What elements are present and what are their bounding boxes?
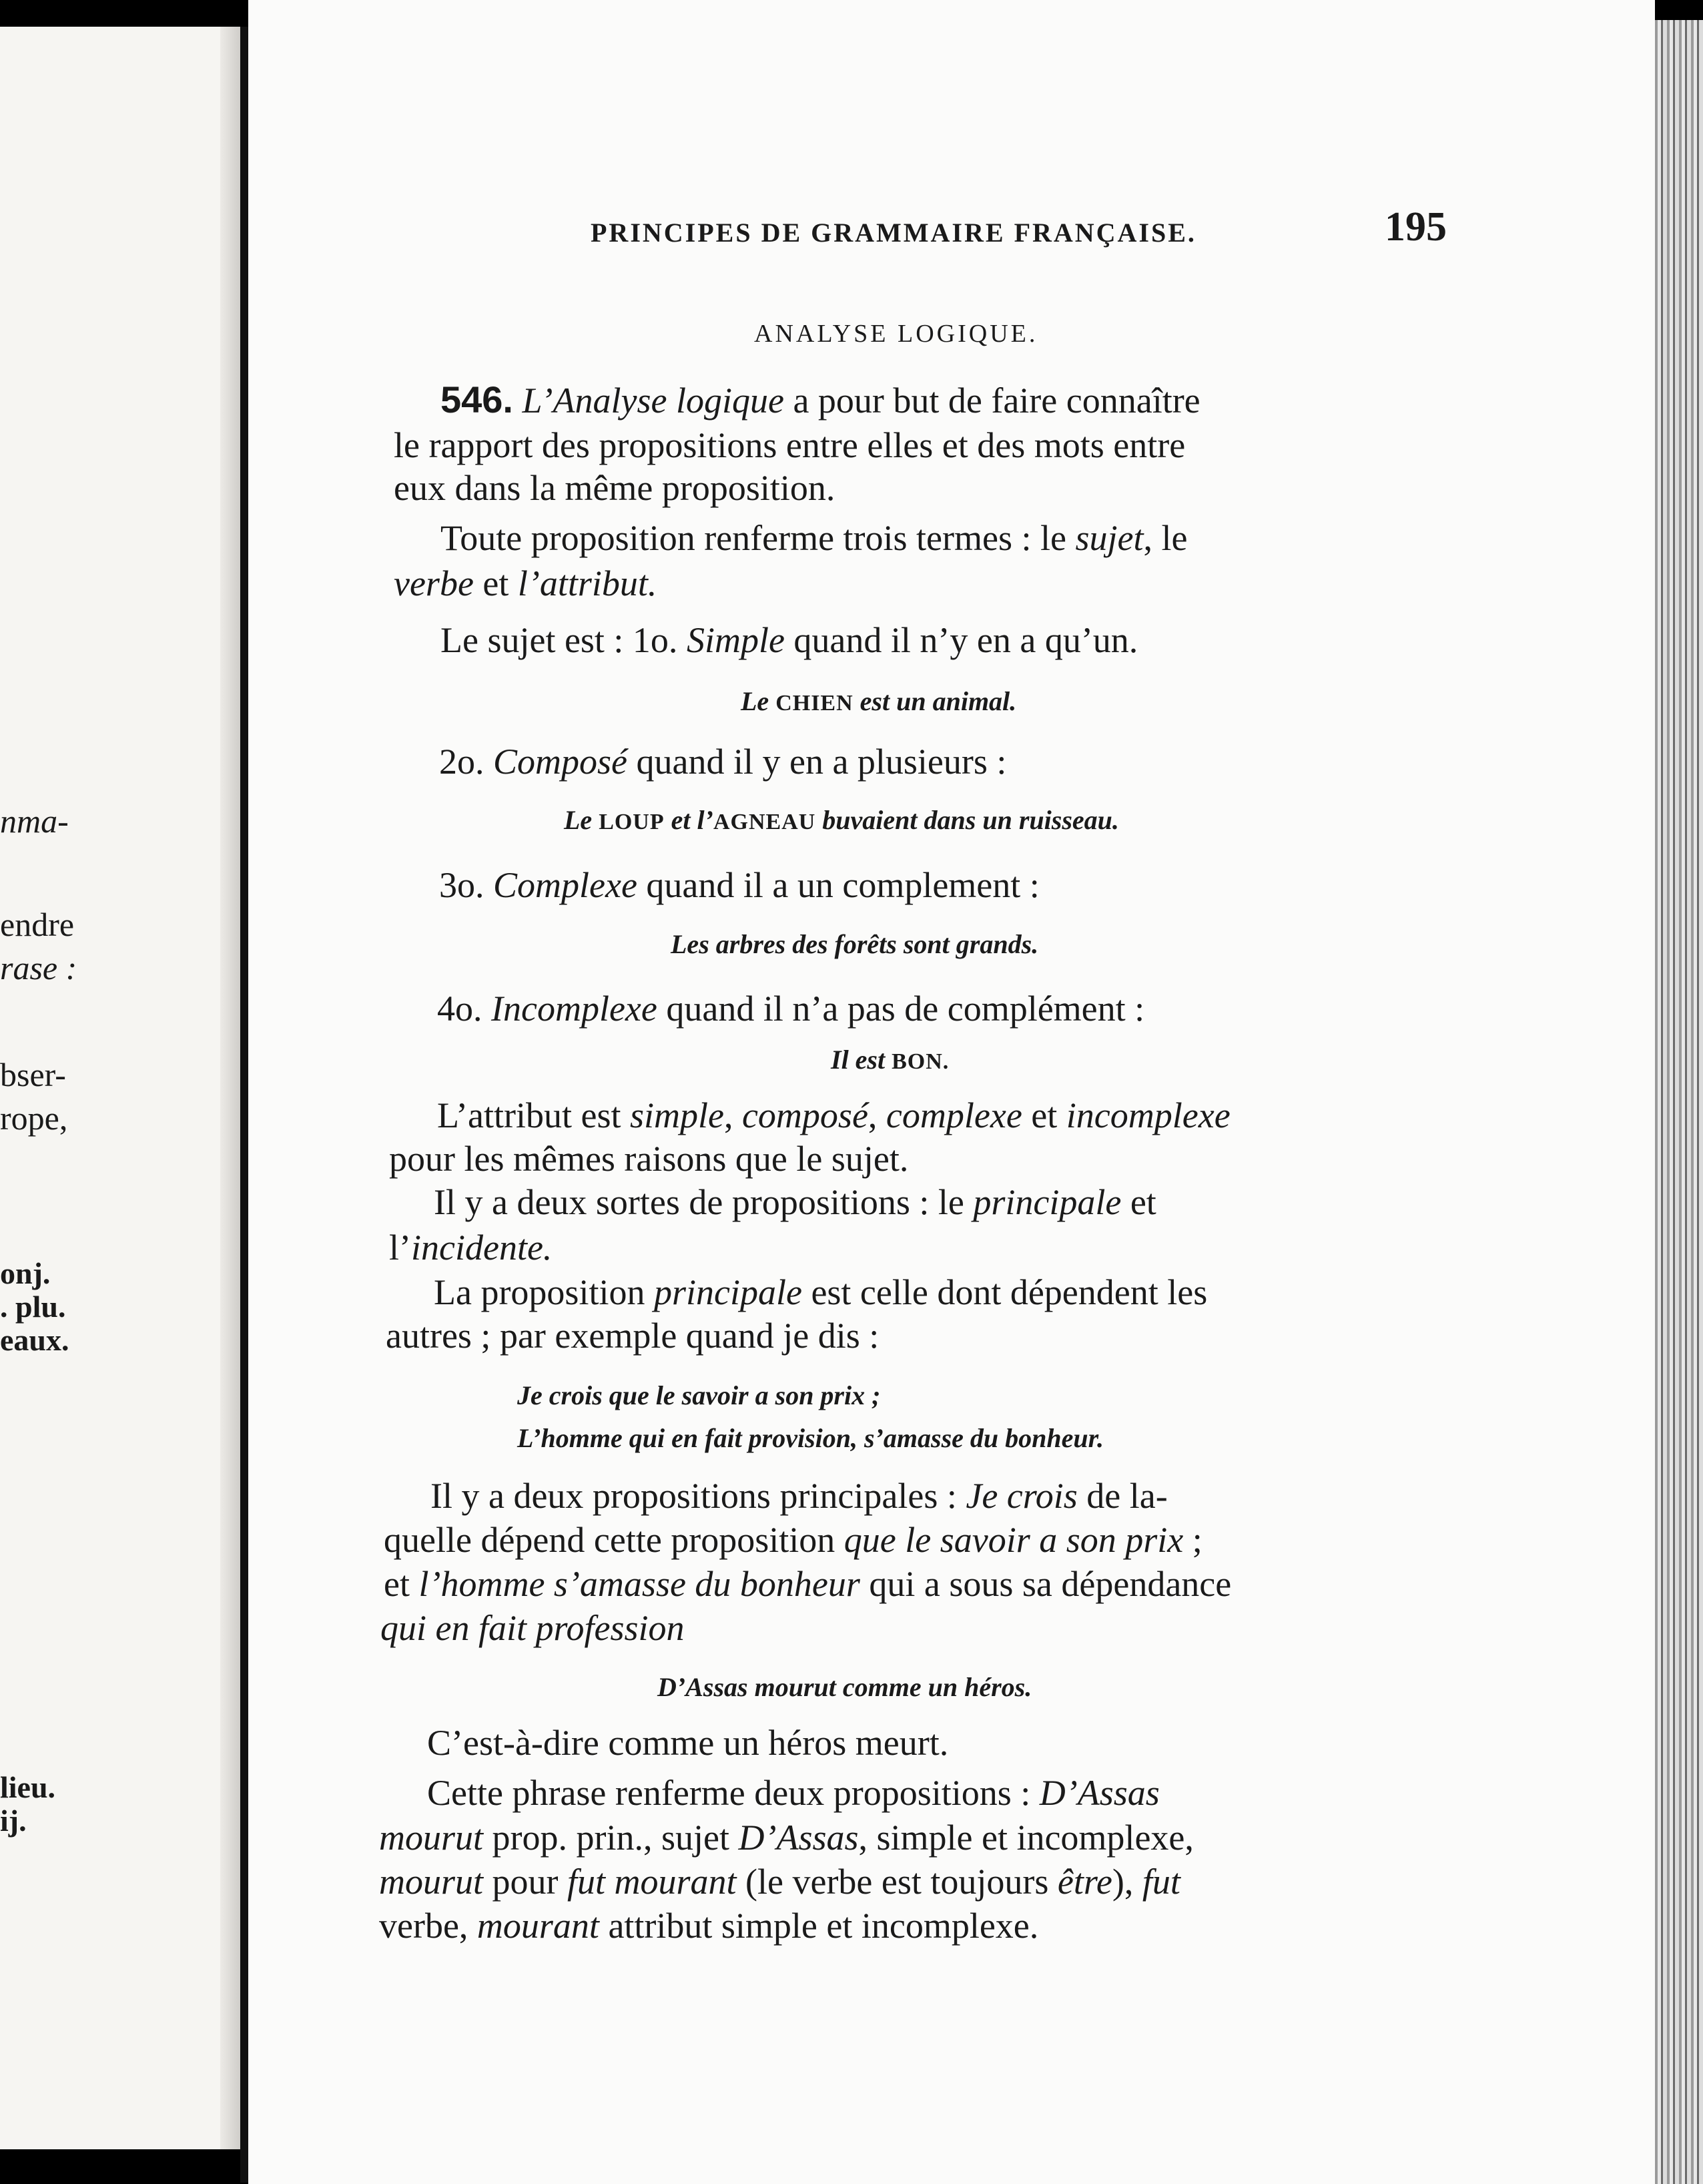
running-title: PRINCIPES DE GRAMMAIRE FRANÇAISE. — [591, 218, 1197, 248]
page-number: 195 — [1385, 204, 1447, 250]
body-line: 546. L’Analyse logique a pour but de faire connaître — [440, 378, 1201, 421]
body-line: pour les mêmes raisons que le sujet. — [389, 1139, 909, 1179]
body-line: eux dans la même proposition. — [394, 468, 835, 508]
facing-page-fragment: endre — [0, 906, 75, 943]
body-line: L’attribut est simple, composé, complexe et incomplexe — [437, 1095, 1231, 1135]
book-gutter — [240, 27, 248, 2183]
body-line: quelle dépend cette proposition que le savoir a son prix ; — [384, 1520, 1203, 1560]
example-sentence: Les arbres des forêts sont grands. — [671, 929, 1039, 959]
body-line: mourut prop. prin., sujet D’Assas, simple et incomplexe, — [379, 1818, 1194, 1858]
body-line: 2o. Composé quand il y en a plusieurs : — [439, 742, 1007, 782]
body-line: autres ; par exemple quand je dis : — [386, 1316, 880, 1356]
body-line: qui en fait profession — [380, 1608, 685, 1648]
body-line: verbe et l’attribut. — [394, 563, 657, 603]
body-line: Le sujet est : 1o. Simple quand il n’y en a qu’un. — [440, 620, 1138, 660]
example-sentence: Je crois que le savoir a son prix ; — [517, 1380, 881, 1410]
facing-page-fragment: onj. — [0, 1256, 51, 1290]
page-shadow — [220, 27, 240, 2149]
body-line: 3o. Complexe quand il a un complement : — [439, 865, 1040, 905]
body-line: Cette phrase renferme deux propositions : D’Assas — [427, 1773, 1160, 1813]
facing-page — [0, 27, 234, 2149]
page-edges — [1655, 20, 1703, 2184]
section-title: ANALYSE LOGIQUE. — [754, 320, 1038, 348]
facing-page-fragment: eaux. — [0, 1323, 69, 1357]
body-line: Il y a deux propositions principales : Je crois de la- — [430, 1476, 1168, 1516]
facing-page-fragment: rope, — [0, 1099, 68, 1137]
example-sentence: Le CHIEN est un animal. — [741, 686, 1017, 716]
facing-page-fragment: rase : — [0, 949, 77, 987]
example-sentence: Le LOUP et l’AGNEAU buvaient dans un ruisseau. — [564, 805, 1119, 835]
facing-page-fragment: ij. — [0, 1804, 27, 1838]
body-line: mourut pour fut mourant (le verbe est toujours être), fut — [379, 1862, 1180, 1902]
body-line: le rapport des propositions entre elles et des mots entre — [394, 425, 1186, 465]
facing-page-fragment: bser- — [0, 1056, 66, 1093]
facing-page-fragment: lieu. — [0, 1770, 56, 1804]
body-line: l’incidente. — [389, 1227, 553, 1268]
body-line: 4o. Incomplexe quand il n’a pas de complément : — [437, 989, 1145, 1029]
example-sentence: L’homme qui en fait provision, s’amasse du bonheur. — [517, 1423, 1104, 1453]
body-line: et l’homme s’amasse du bonheur qui a sous sa dépendance — [384, 1564, 1232, 1604]
body-line: C’est-à-dire comme un héros meurt. — [427, 1723, 949, 1763]
example-sentence: Il est BON. — [831, 1045, 950, 1075]
facing-page-fragment: nma- — [0, 802, 69, 840]
body-line: Il y a deux sortes de propositions : le principale et — [434, 1182, 1156, 1222]
body-line: Toute proposition renferme trois termes : le sujet, le — [440, 518, 1188, 558]
facing-page-fragment: . plu. — [0, 1290, 66, 1324]
body-line: La proposition principale est celle dont dépendent les — [434, 1272, 1208, 1312]
body-line: verbe, mourant attribut simple et incomplexe. — [379, 1906, 1039, 1946]
example-sentence: D’Assas mourut comme un héros. — [657, 1672, 1032, 1702]
